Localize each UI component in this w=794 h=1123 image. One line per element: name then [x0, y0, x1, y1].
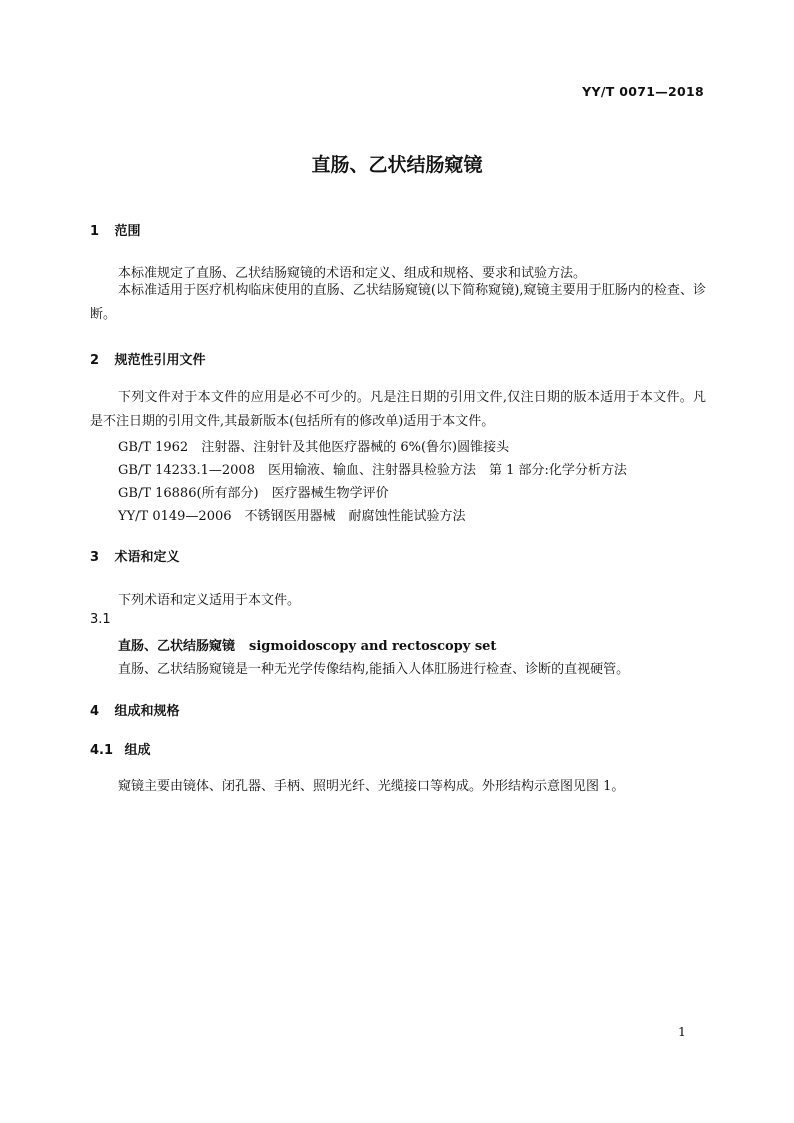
- section-number: 1: [90, 224, 100, 239]
- term-entry: [118, 635, 496, 654]
- paragraph: 窥镜主要由镜体、闭孔器、手柄、照明光纤、光缆接口等构成。外形结构示意图见图 1。: [118, 779, 625, 794]
- paragraph: 下列术语和定义适用于本文件。: [118, 593, 301, 608]
- section-heading-1: [90, 220, 141, 239]
- paragraph: 下列文件对于本文件的应用是必不可少的。凡是注日期的引用文件,仅注日期的版本适用于本文件。凡是不注日期的引用文件,其最新版本(包括所有的修改单)适用于本文件。: [90, 390, 706, 429]
- term-number: 3.1: [90, 612, 111, 627]
- document-title: 直肠、乙状结肠窥镜: [311, 154, 483, 176]
- paragraph: 本标准适用于医疗机构临床使用的直肠、乙状结肠窥镜(以下简称窥镜),窥镜主要用于肛肠内的检查、诊断。: [90, 283, 706, 322]
- paragraph: 本标准规定了直肠、乙状结肠窥镜的术语和定义、组成和规格、要求和试验方法。: [118, 266, 587, 281]
- reference-item: GB/T 14233.1—2008 医用输液、输血、注射器具检验方法 第 1 部分:化学分析方法: [118, 463, 627, 478]
- subsection-heading-4-1: [90, 739, 151, 758]
- term-definition: 直肠、乙状结肠窥镜是一种无光学传像结构,能插入人体肛肠进行检查、诊断的直视硬管。: [118, 662, 630, 677]
- section-title: 范围: [114, 224, 141, 239]
- section-heading-2: [90, 349, 206, 368]
- term-chinese: 直肠、乙状结肠窥镜: [118, 639, 236, 654]
- section-heading-3: [90, 546, 180, 565]
- section-number: 4: [90, 704, 100, 719]
- section-number: 3: [90, 550, 100, 565]
- subsection-title: 组成: [124, 743, 151, 758]
- section-title: 组成和规格: [114, 704, 180, 719]
- reference-item: GB/T 16886(所有部分) 医疗器械生物学评价: [118, 486, 389, 501]
- reference-item: YY/T 0149—2006 不锈钢医用器械 耐腐蚀性能试验方法: [118, 509, 466, 524]
- subsection-number: 4.1: [90, 743, 114, 758]
- section-heading-4: [90, 700, 180, 719]
- page-number: 1: [678, 1024, 686, 1039]
- section-title: 术语和定义: [114, 550, 180, 565]
- section-title: 规范性引用文件: [114, 353, 206, 368]
- document-code: YY/T 0071—2018: [582, 84, 704, 99]
- term-english: sigmoidoscopy and rectoscopy set: [249, 639, 497, 654]
- section-number: 2: [90, 353, 100, 368]
- reference-item: GB/T 1962 注射器、注射针及其他医疗器械的 6%(鲁尔)圆锥接头: [118, 440, 510, 455]
